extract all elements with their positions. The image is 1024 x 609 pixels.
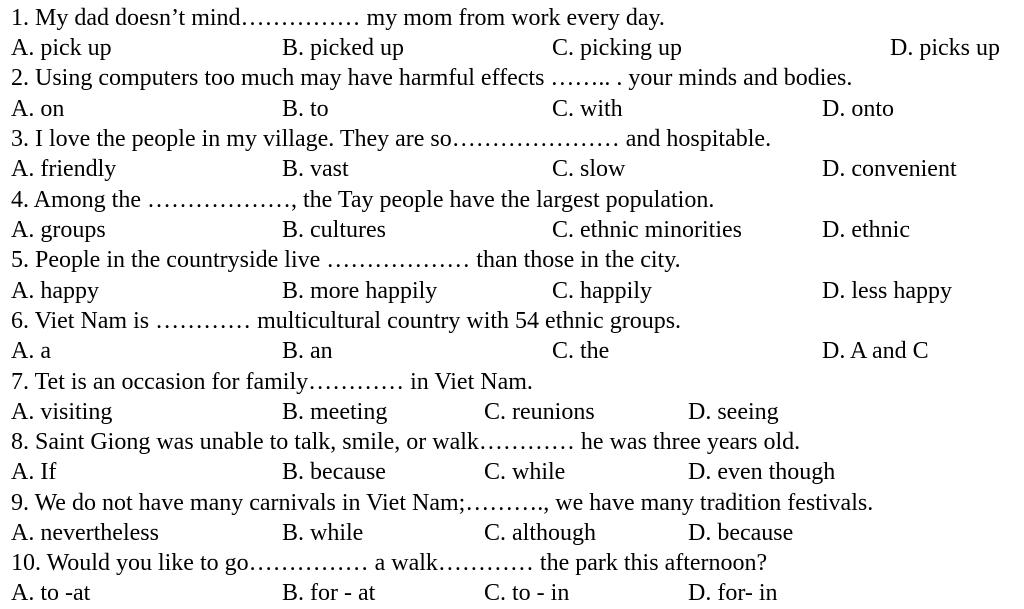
question-1-option-b[interactable]: B. picked up xyxy=(282,35,404,61)
question-4-option-d[interactable]: D. ethnic xyxy=(822,217,910,243)
question-7-option-a[interactable]: A. visiting xyxy=(11,399,113,425)
question-8-option-a[interactable]: A. If xyxy=(11,459,57,485)
question-6-stem: 6. Viet Nam is ………… multicultural country with 54 ethnic groups. xyxy=(11,308,682,334)
question-7-options xyxy=(0,397,1024,427)
question-2-option-c[interactable]: C. with xyxy=(552,96,623,122)
question-7-option-c[interactable]: C. reunions xyxy=(484,399,595,425)
question-3-option-b[interactable]: B. vast xyxy=(282,156,349,182)
question-6-options xyxy=(0,336,1024,366)
question-6-option-c[interactable]: C. the xyxy=(552,338,610,364)
question-2-option-d[interactable]: D. onto xyxy=(822,96,894,122)
question-8-option-d[interactable]: D. even though xyxy=(688,459,836,485)
question-8-stem: 8. Saint Giong was unable to talk, smile, or walk………… he was three years old. xyxy=(11,429,801,455)
question-3-option-d[interactable]: D. convenient xyxy=(822,156,957,182)
question-2-options xyxy=(0,94,1024,124)
question-10-option-a[interactable]: A. to -at xyxy=(11,580,91,606)
question-7-option-b[interactable]: B. meeting xyxy=(282,399,388,425)
question-9-stem-line xyxy=(0,488,1024,518)
question-5-option-a[interactable]: A. happy xyxy=(11,278,99,304)
question-3-stem-line xyxy=(0,124,1024,154)
question-7-option-d[interactable]: D. seeing xyxy=(688,399,779,425)
question-7-stem-line xyxy=(0,367,1024,397)
question-4-option-c[interactable]: C. ethnic minorities xyxy=(552,217,742,243)
question-4-stem-line xyxy=(0,185,1024,215)
question-10-option-d[interactable]: D. for- in xyxy=(688,580,778,606)
question-1-option-d[interactable]: D. picks up xyxy=(890,35,1000,61)
question-10-option-b[interactable]: B. for - at xyxy=(282,580,376,606)
question-10-stem: 10. Would you like to go…………… a walk………… the park this afternoon? xyxy=(11,550,768,576)
question-3-stem: 3. I love the people in my village. They are so………………… and hospitable. xyxy=(11,126,772,152)
question-2-stem: 2. Using computers too much may have harmful effects …….. . your minds and bodies. xyxy=(11,65,853,91)
question-3-option-c[interactable]: C. slow xyxy=(552,156,626,182)
question-7-stem: 7. Tet is an occasion for family………… in Viet Nam. xyxy=(11,369,533,395)
question-5-stem-line xyxy=(0,245,1024,275)
question-1-stem-line xyxy=(0,3,1024,33)
question-9-option-c[interactable]: C. although xyxy=(484,520,596,546)
question-10-options xyxy=(0,578,1024,608)
question-6-stem-line xyxy=(0,306,1024,336)
question-10-option-c[interactable]: C. to - in xyxy=(484,580,570,606)
question-10-stem-line xyxy=(0,548,1024,578)
question-9-option-d[interactable]: D. because xyxy=(688,520,794,546)
question-2-stem-line xyxy=(0,63,1024,93)
question-6-option-a[interactable]: A. a xyxy=(11,338,51,364)
question-8-option-c[interactable]: C. while xyxy=(484,459,566,485)
question-3-option-a[interactable]: A. friendly xyxy=(11,156,117,182)
question-5-option-b[interactable]: B. more happily xyxy=(282,278,438,304)
question-4-stem: 4. Among the ………………, the Tay people have the largest population. xyxy=(11,187,715,213)
question-9-options xyxy=(0,518,1024,548)
question-4-options xyxy=(0,215,1024,245)
question-5-option-d[interactable]: D. less happy xyxy=(822,278,952,304)
question-8-stem-line xyxy=(0,427,1024,457)
question-9-stem: 9. We do not have many carnivals in Viet Nam;………., we have many tradition festivals. xyxy=(11,490,874,516)
question-5-option-c[interactable]: C. happily xyxy=(552,278,652,304)
question-2-option-a[interactable]: A. on xyxy=(11,96,65,122)
question-4-option-b[interactable]: B. cultures xyxy=(282,217,386,243)
question-6-option-b[interactable]: B. an xyxy=(282,338,333,364)
question-8-option-b[interactable]: B. because xyxy=(282,459,386,485)
question-3-options xyxy=(0,154,1024,184)
question-1-option-a[interactable]: A. pick up xyxy=(11,35,112,61)
question-5-stem: 5. People in the countryside live ……………… than those in the city. xyxy=(11,247,681,273)
question-6-option-d[interactable]: D. A and C xyxy=(822,338,929,364)
question-2-option-b[interactable]: B. to xyxy=(282,96,329,122)
question-1-option-c[interactable]: C. picking up xyxy=(552,35,682,61)
question-4-option-a[interactable]: A. groups xyxy=(11,217,106,243)
question-5-options xyxy=(0,276,1024,306)
question-1-stem: 1. My dad doesn’t mind…………… my mom from work every day. xyxy=(11,5,665,31)
question-9-option-b[interactable]: B. while xyxy=(282,520,364,546)
question-1-options xyxy=(0,33,1024,63)
question-8-options xyxy=(0,457,1024,487)
question-9-option-a[interactable]: A. nevertheless xyxy=(11,520,159,546)
